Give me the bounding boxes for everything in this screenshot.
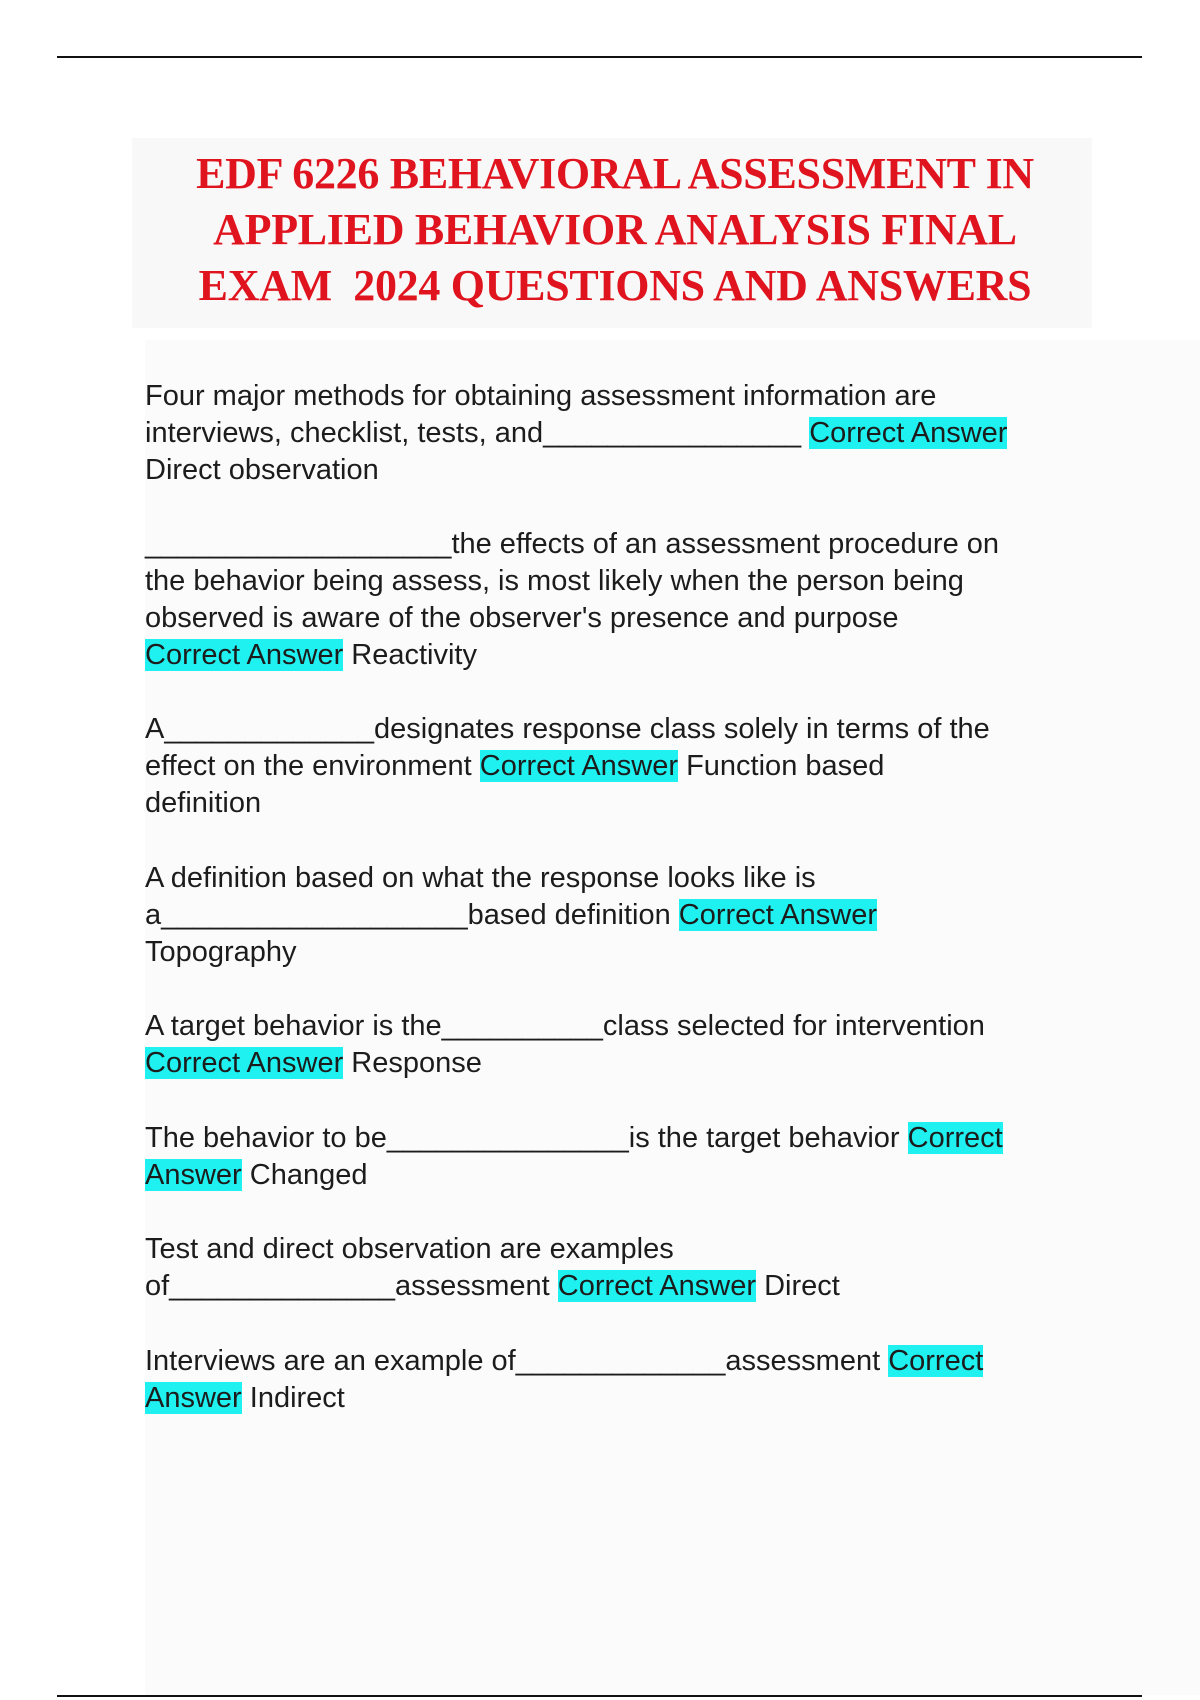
answer-text: Direct observation xyxy=(145,454,379,486)
question-text: observed is aware of the observer's presence and purpose xyxy=(145,602,899,634)
correct-answer-label: Correct Answer xyxy=(678,899,878,931)
correct-answer-label: Correct xyxy=(888,1345,984,1377)
answer-text: Indirect xyxy=(241,1382,345,1414)
answer-text: Function based xyxy=(678,750,885,782)
bottom-rule xyxy=(57,1695,1142,1697)
qa-item-4 xyxy=(145,860,1105,971)
correct-answer-label: Correct xyxy=(907,1122,1003,1154)
correct-answer-label: Answer xyxy=(145,1382,242,1414)
question-text: Four major methods for obtaining assessment information are xyxy=(145,380,937,412)
question-text: a___________________based definition Correct Answer xyxy=(145,899,878,931)
question-text: of______________assessment Correct Answer Direct xyxy=(145,1270,840,1302)
title-line: APPLIED BEHAVIOR ANALYSIS FINAL xyxy=(213,205,1017,254)
correct-answer-label: Correct Answer xyxy=(145,1047,344,1079)
title-line: EXAM 2024 QUESTIONS AND ANSWERS xyxy=(198,261,1032,310)
qa-item-1 xyxy=(145,378,1105,489)
question-text: A target behavior is the__________class selected for intervention xyxy=(145,1010,985,1042)
question-text: The behavior to be_______________is the target behavior Correct xyxy=(145,1122,1003,1154)
correct-answer-label: Answer xyxy=(145,1159,242,1191)
answer-text: Response xyxy=(343,1047,482,1079)
question-text: A_____________designates response class solely in terms of the xyxy=(145,713,990,745)
answer-text: Topography xyxy=(145,936,297,968)
correct-answer-label: Correct Answer xyxy=(557,1270,757,1302)
answer-line xyxy=(145,1157,1105,1194)
qa-item-7 xyxy=(145,1231,1105,1305)
answer-line xyxy=(145,1380,1105,1417)
qa-item-6 xyxy=(145,1120,1105,1194)
document-title xyxy=(140,146,1090,314)
answer-line xyxy=(145,1045,1105,1082)
correct-answer-label: Correct Answer xyxy=(479,750,679,782)
answer-text: Reactivity xyxy=(343,639,477,671)
question-text: effect on the environment Correct Answer Function based xyxy=(145,750,885,782)
question-text: the behavior being assess, is most likely when the person being xyxy=(145,565,964,597)
qa-item-5 xyxy=(145,1008,1105,1082)
qa-item-3 xyxy=(145,711,1105,822)
question-text: ___________________the effects of an assessment procedure on xyxy=(145,528,1000,560)
correct-answer-label: Correct Answer xyxy=(809,417,1008,449)
qa-item-8 xyxy=(145,1343,1105,1417)
correct-answer-label: Correct Answer xyxy=(145,639,344,671)
answer-text: Changed xyxy=(241,1159,368,1191)
question-text: A definition based on what the response looks like is xyxy=(145,862,816,894)
answer-text: Direct xyxy=(756,1270,840,1302)
qa-item-2 xyxy=(145,526,1105,674)
title-line: EDF 6226 BEHAVIORAL ASSESSMENT IN xyxy=(196,149,1034,198)
top-rule xyxy=(57,56,1142,58)
question-text: interviews, checklist, tests, and________________ Correct Answer xyxy=(145,417,1008,449)
answer-text: definition xyxy=(145,787,262,819)
answer-line xyxy=(145,637,1105,674)
question-text: Test and direct observation are examples xyxy=(145,1233,674,1265)
question-text: Interviews are an example of_____________assessment Correct xyxy=(145,1345,984,1377)
